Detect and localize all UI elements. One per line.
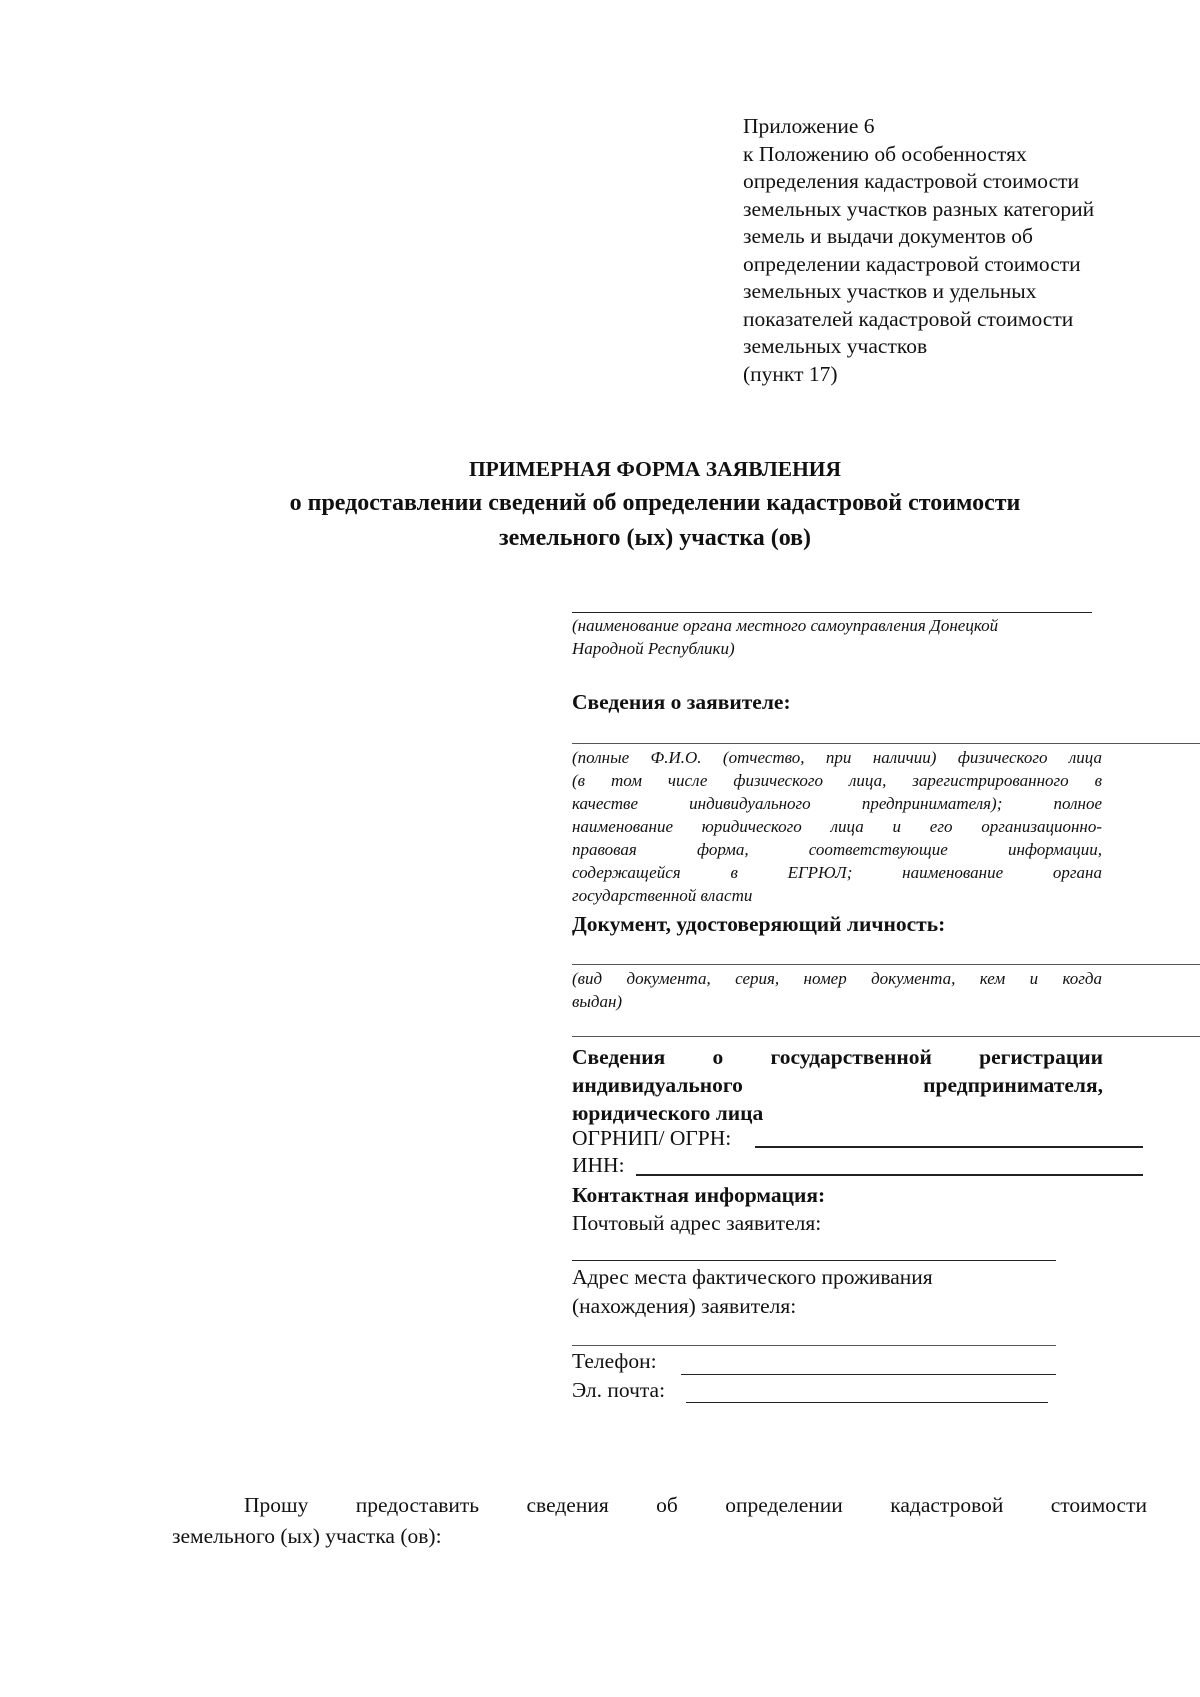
authority-caption: (наименование органа местного самоуправления Донецкой Народной Республики) (572, 616, 999, 658)
ogrn-label: ОГРНИП/ ОГРН: (572, 1126, 732, 1150)
form-subtitle: о предоставлении сведений об определении кадастровой стоимости (289, 490, 1021, 516)
form-title: ПРИМЕРНАЯ ФОРМА ЗАЯВЛЕНИЯ (468, 457, 842, 481)
appendix-line: земельных участков разных категорий (743, 196, 1095, 221)
appendix-line: земель и выдачи документов об (743, 224, 1033, 248)
form-subtitle-cont: земельного (ых) участка (ов) (498, 525, 812, 551)
ogrn-field-line[interactable] (755, 1146, 1143, 1148)
residence-address-label-cont: (нахождения) заявителя: (572, 1294, 797, 1318)
phone-field-line[interactable] (681, 1374, 1056, 1375)
appendix-line: Приложение 6 (743, 114, 875, 138)
appendix-line: показателей кадастровой стоимости (743, 306, 1074, 331)
identity-doc-field-line-2[interactable] (572, 1036, 1200, 1037)
authority-field-line[interactable] (572, 612, 1092, 613)
email-label: Эл. почта: (572, 1378, 666, 1402)
registration-heading: Сведения о государственной регистрации индивидуального предпринимателя, юридического лица (572, 1045, 1103, 1125)
appendix-line: земельных участков и удельных (743, 279, 1037, 303)
postal-address-field-line[interactable] (572, 1260, 1056, 1261)
request-paragraph: Прошу предоставить сведения об определении кадастровой стоимости земельного (ых) участка (ов): (172, 1493, 1147, 1548)
applicant-caption: (полные Ф.И.О. (отчество, при наличии) физического лица (в том числе физического лица, зарегистрированного в качестве индивидуального предпринимателя); полное наименование юридического лица и его организационно- правовая форма, соответствующие информации, содержащейся в ЕГРЮЛ; наименование органа государственной власти (572, 748, 1102, 905)
inn-label: ИНН: (572, 1153, 625, 1177)
postal-address-label: Почтовый адрес заявителя: (572, 1211, 822, 1235)
appendix-reference (743, 113, 1163, 388)
appendix-line: к Положению об особенностях (743, 141, 1027, 166)
appendix-line: определении кадастровой стоимости (743, 251, 1081, 276)
appendix-line: определения кадастровой стоимости (743, 169, 1080, 193)
inn-field-line[interactable] (636, 1174, 1143, 1176)
residence-address-label: Адрес места фактического проживания (572, 1265, 933, 1289)
identity-doc-heading: Документ, удостоверяющий личность: (572, 912, 946, 936)
appendix-line: земельных участков (743, 334, 928, 358)
contact-heading: Контактная информация: (572, 1183, 826, 1207)
phone-label: Телефон: (572, 1349, 657, 1373)
email-field-line[interactable] (686, 1402, 1048, 1403)
identity-doc-field-line[interactable] (572, 964, 1200, 965)
identity-doc-caption: (вид документа, серия, номер документа, кем и когда выдан) (572, 969, 1102, 1011)
applicant-field-line[interactable] (572, 743, 1200, 744)
applicant-heading: Сведения о заявителе: (572, 690, 791, 714)
residence-address-field-line[interactable] (572, 1345, 1056, 1346)
appendix-line: (пункт 17) (743, 361, 838, 386)
